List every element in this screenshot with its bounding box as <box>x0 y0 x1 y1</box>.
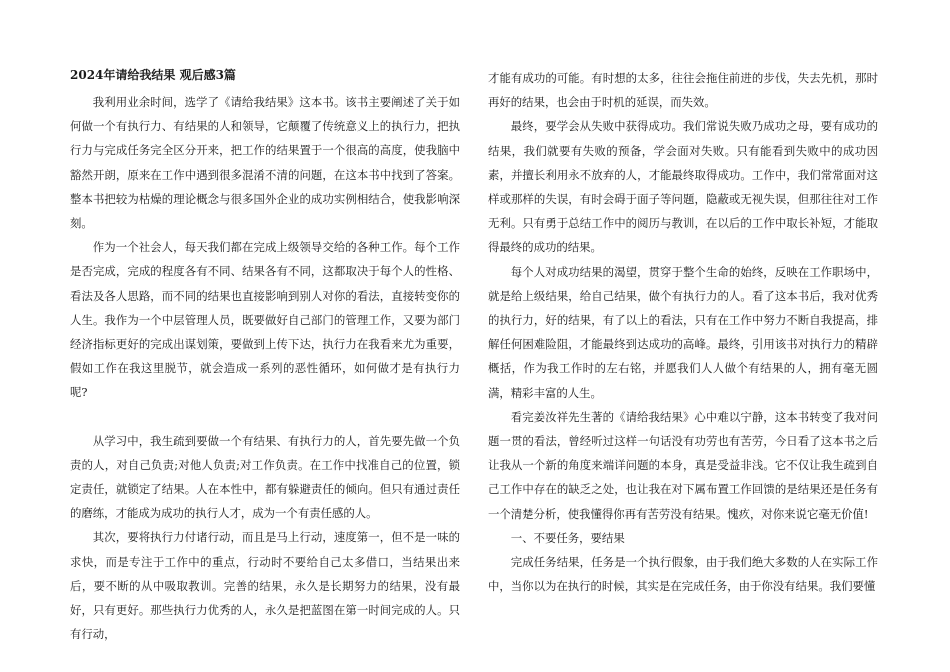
right-column <box>488 66 878 598</box>
paragraph: 作为一个社会人，每天我们都在完成上级领导交给的各种工作。每个工作是否完成，完成的程度各有不同、结果各有不同，这都取决于每个人的性格、看法及各人思路，而不同的结果也直接影响到别人对你的看法，直接转变你的人生。我作为一个中层管理人员，既要做好自己部门的管理工作，又要为部门经济指标更好的完成出谋划策，要做到上传下达，执行力在我看来尤为重要，假如工作在我这里脱节，就会造成一系列的恶性循环，如何做才是有执行力呢? <box>70 240 460 400</box>
paragraph-continuation: 才能有成功的可能。有时想的太多，往往会拖住前进的步伐，失去先机，那时再好的结果，也会由于时机的延误，而失效。 <box>488 71 878 110</box>
paragraph: 其次，要将执行力付诸行动，而且是马上行动，速度第一，但不是一味的求快，而是专注于工作中的重点，行动时不要给自己太多借口，当结果出来后，要不断的从中吸取教训。完善的结果，永久是长期努力的结果，没有最好，只有更好。那些执行力优秀的人，永久是把蓝图在第一时间完成的人。只有行动， <box>70 530 460 642</box>
paragraph: 完成任务结果，任务是一个执行假象，由于我们绝大多数的人在实际工作中，当你以为在执行的时候，其实是在完成任务，由于你没有结果。我们要懂 <box>488 555 878 594</box>
paragraph: 我利用业余时间，选学了《请给我结果》这本书。该书主要阐述了关于如何做一个有执行力、有结果的人和领导，它颠覆了传统意义上的执行力，把执行力与完成任务完全区分开来，把工作的结果置于一个很高的高度，使我脑中豁然开朗，原来在工作中遇到很多混淆不清的问题，在这本书中找到了答案。整本书把较为枯燥的理论概念与很多国外企业的成功实例相结合，使我影响深刻。 <box>70 95 460 231</box>
document-title: 2024年请给我结果 观后感3篇 <box>70 68 236 82</box>
paragraph: 看完姜汝祥先生著的《请给我结果》心中难以宁静，这本书转变了我对问题一贯的看法，曾经听过这样一句话没有功劳也有苦劳，今日看了这本书之后让我从一个新的角度来端详问题的本身，真是受益非浅。它不仅让我生疏到自己工作中存在的缺乏之处，也让我在对下属布置工作回馈的是结果还是任务有一个清楚分析，使我懂得你再有苦劳没有结果。愧疚，对你来说它毫无价值! <box>488 409 878 521</box>
paragraph: 每个人对成功结果的渴望，贯穿于整个生命的始终，反映在工作职场中，就是给上级结果，给自己结果，做个有执行力的人。看了这本书后，我对优秀的执行力，好的结果，有了以上的看法，只有在工作中努力不断自我提高，排解任何困难险阻，才能最终到达成功的高峰。最终，引用该书对执行力的精辟概括，作为我工作时的左右铭，并愿我们人人做个有结果的人，拥有毫无圆满，精彩丰富的人生。 <box>488 264 878 400</box>
paragraph: 从学习中，我生疏到要做一个有结果、有执行力的人，首先要先做一个负责的人，对自己负责;对他人负责;对工作负责。在工作中找准自己的位置，锁定责任，就锁定了结果。人在本性中，都有躲避责任的倾向。但只有通过责任的磨练，才能成为成功的执行人才，成为一个有责任感的人。 <box>70 433 460 521</box>
left-column <box>70 66 460 646</box>
paragraph-gap <box>70 405 460 429</box>
paragraph: 最终，要学会从失败中获得成功。我们常说失败乃成功之母，要有成功的结果，我们就要有失败的预备，学会面对失败。只有能看到失败中的成功因素，并擅长利用永不放弃的人，才能最终取得成功。工作中，我们常常面对这样或那样的失误，有时会碍于面子等问题，隐蔽或无视失误，但那往往对工作无利。只有勇于总结工作中的阅历与教训，在以后的工作中取长补短，才能取得最终的成功的结果。 <box>488 119 878 255</box>
section-heading: 一、不要任务，要结果 <box>510 530 625 545</box>
